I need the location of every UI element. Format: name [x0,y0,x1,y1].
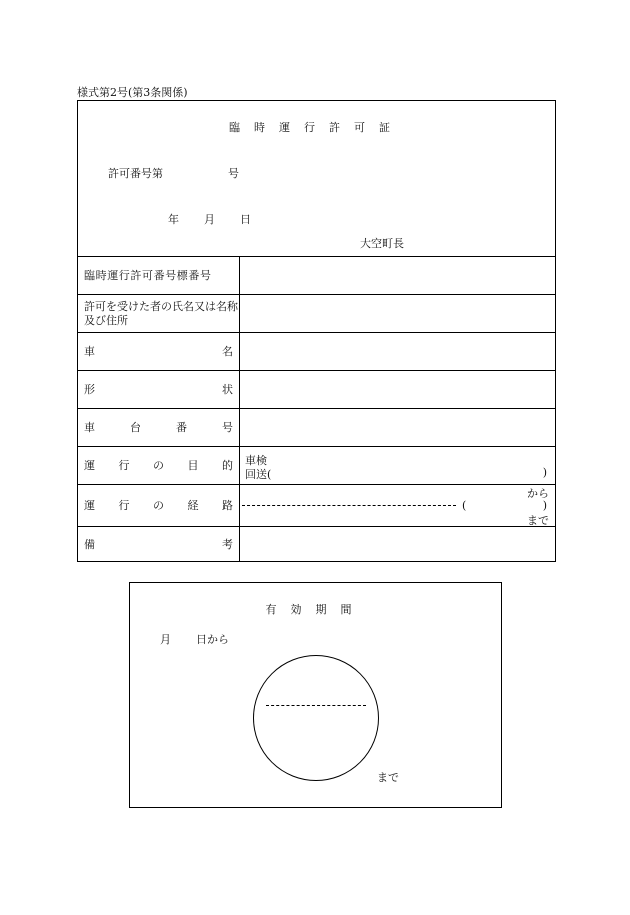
form-number-label: 様式第2号(第3条関係) [77,86,188,99]
route-to-label: まで [527,514,549,527]
remarks-label: 備 考 [84,537,233,551]
row-purpose [78,446,555,484]
holder-label: 許可を受けた者の氏名又は名称及び住所 [84,299,238,327]
row-vehicle-name [78,332,555,370]
route-origin-line [242,505,456,506]
row-plate-number [78,256,555,294]
seal-date-line [266,705,366,706]
plate-number-label: 臨時運行許可番号標番号 [84,268,212,282]
chassis-number-label: 車 台 番 号 [84,420,233,434]
certificate-title: 臨時運行許可証 [229,121,404,134]
plate-number-field[interactable] [240,257,555,294]
remarks-field[interactable] [240,527,555,562]
row-route [78,484,555,526]
route-field[interactable] [240,485,555,526]
purpose-option-transport[interactable]: 回送( [245,468,272,481]
transport-close-paren: ) [542,466,547,479]
purpose-option-inspection[interactable]: 車検 [245,454,267,467]
validity-month-label: 月 [160,633,171,646]
purpose-field[interactable] [240,447,555,484]
issuer-name: 大空町長 [360,237,404,250]
row-shape [78,370,555,408]
issue-month-label: 月 [204,213,215,226]
purpose-label: 運 行 の 目 的 [84,458,233,472]
issue-year-label: 年 [168,213,179,226]
route-label: 運 行 の 経 路 [84,498,233,512]
permit-number-suffix: 号 [228,167,239,180]
holder-field[interactable] [240,295,555,332]
validity-title: 有効期間 [265,603,366,616]
row-remarks [78,526,555,562]
validity-until-label: まで [377,771,399,784]
permit-number-label: 許可番号第 [108,167,163,180]
validity-period-box [129,582,502,808]
route-from-label: から [527,487,549,500]
chassis-number-field[interactable] [240,409,555,446]
vehicle-name-label: 車 名 [84,344,233,358]
row-holder [78,294,555,332]
route-close-paren: ) [542,499,547,512]
shape-label: 形 状 [84,382,233,396]
seal-circle [253,655,379,781]
permit-certificate [77,100,556,562]
shape-field[interactable] [240,371,555,408]
row-chassis-number [78,408,555,446]
route-open-paren: ( [462,499,467,512]
issue-day-label: 日 [240,213,251,226]
vehicle-name-field[interactable] [240,333,555,370]
validity-day-from-label: 日から [196,633,229,646]
